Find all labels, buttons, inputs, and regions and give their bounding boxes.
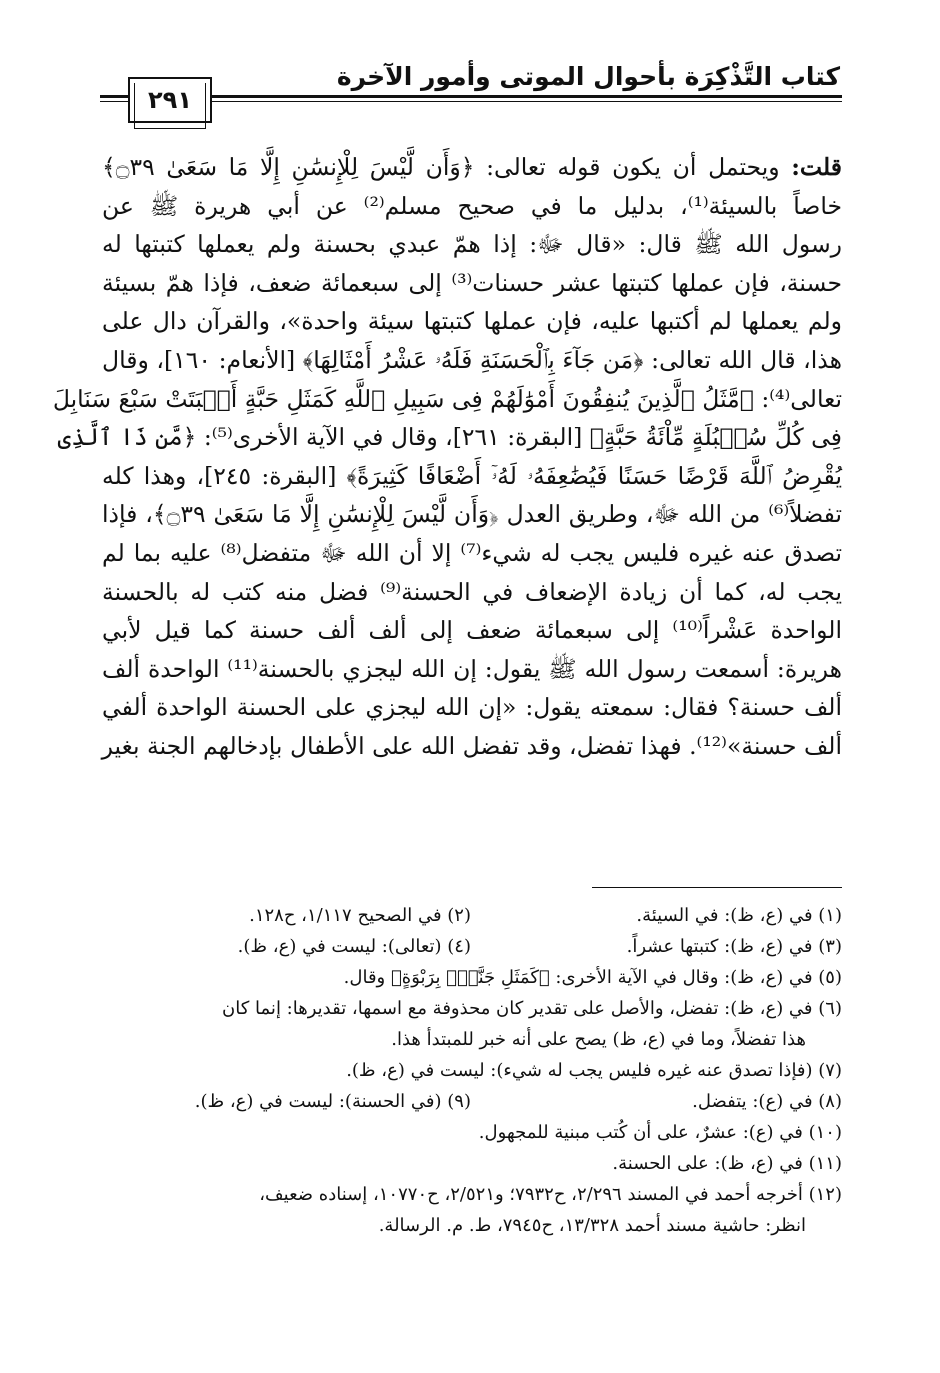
- footnotes: [100, 900, 842, 1241]
- text-line: يجب له، كما أن زيادة الإضعاف في الحسنة⁽⁹⁾ فضل منه كتب له بالحسنة: [102, 577, 842, 606]
- text-line: خاصاً بالسيئة⁽¹⁾، بدليل ما في صحيح مسلم⁽²⁾ عن أبي هريرة ﷺ عن: [102, 191, 843, 220]
- footnote-12: (١٢) أخرجه أحمد في المسند ٢/٢٩٦، ح٧٩٣٢؛ و٢/٥٢١، ح١٠٧٧٠، إسناده ضعيف،: [259, 1184, 842, 1205]
- footnote-6: (٦) في (ع، ظ): تفضل، والأصل على تقدير كان محذوفة مع اسمها، تقديرها: إنما كان: [222, 998, 842, 1019]
- text-line: قلت: ويحتمل أن يكون قوله تعالى: ﴿وَأَن لَّيْسَ لِلْإِنسَٰنِ إِلَّا مَا سَعَىٰ ۝٣٩﴾: [102, 153, 842, 181]
- lead-word: قلت:: [791, 153, 842, 181]
- running-header-title: كتاب التَّذْكِرَة بأحوال الموتى وأمور الآخرة: [336, 62, 840, 91]
- footnote-1: (١) في (ع، ظ): في السيئة.: [636, 905, 842, 926]
- text-line: حسنة، فإن عملها كتبتها عشر حسنات⁽³⁾ إلى سبعمائة ضعف، فإذا همّ بسيئة: [102, 268, 842, 297]
- text-line: ألف حسنة»⁽¹²⁾. فهذا تفضل، وقد تفضل الله على الأطفال بإدخالهم الجنة بغير: [101, 731, 842, 760]
- footnote-separator: [592, 887, 842, 888]
- text-line: الواحدة عَشْراً⁽¹⁰⁾ إلى سبعمائة ضعف إلى ألف ألف حسنة كما قيل لأبي: [102, 616, 842, 645]
- footnote-3: (٣) في (ع، ظ): كتبتها عشراً.: [626, 936, 842, 957]
- footnote-10: (١٠) في (ع): عشرٌ، على أن كُتب مبنية للمجهول.: [478, 1122, 842, 1143]
- text-line: ألف حسنة؟ فقال: سمعته يقول: «إن الله ليجزي على الحسنة الواحدة ألفي: [102, 693, 842, 722]
- text-line: تعالى⁽⁴⁾: ﴿مَّثَلُ ٱلَّذِينَ يُنفِقُونَ أَمْوَٰلَهُمْ فِى سَبِيلِ ٱللَّهِ كَمَثَلِ حَبَّةٍ أَنۢبَتَتْ سَبْعَ سَنَابِلَ: [52, 384, 842, 413]
- footnote-9: (٩) (في الحسنة): ليست في (ع، ظ).: [194, 1091, 471, 1112]
- footnote-4: (٤) (تعالى): ليست في (ع، ظ).: [237, 936, 471, 957]
- text-line: تفضلاً⁽⁶⁾ من الله ﷻ، وطريق العدل ﴿وَأَن لَّيْسَ لِلْإِنسَٰنِ إِلَّا مَا سَعَىٰ ۝٣٩﴾، فإذا: [102, 500, 843, 529]
- text-line: يُقْرِضُ ٱللَّهَ قَرْضًا حَسَنًا فَيُضَٰعِفَهُۥ لَهُۥٓ أَضْعَافًا كَثِيرَةً﴾ [البقرة: ٢٤٥]، وهذا كله: [102, 461, 842, 490]
- footnote-2: (٢) في الصحيح ١/١١٧، ح١٢٨.: [249, 905, 471, 926]
- text-line: تصدق عنه غيره فليس يجب له شيء⁽⁷⁾ إلا أن الله ﷻ متفضل⁽⁸⁾ عليه بما لم: [102, 538, 843, 567]
- footnote-5: (٥) في (ع، ظ): وقال في الآية الأخرى: ﴿كَمَثَلِ جَنَّةٍۭ بِرَبْوَةٍ﴾ وقال.: [343, 967, 842, 988]
- footnote-row: [100, 1086, 842, 1117]
- footnote-row: [100, 1179, 842, 1210]
- footnote-11: (١١) في (ع، ظ): على الحسنة.: [612, 1153, 842, 1174]
- text-line: ولم يعملها لم أكتبها عليه، فإن عملها كتبتها سيئة واحدة»، والقرآن دال على: [102, 307, 842, 336]
- footnote-row: [100, 1148, 842, 1179]
- text-line: هريرة: أسمعت رسول الله ﷺ يقول: إن الله ليجزي بالحسنة⁽¹¹⁾ الواحدة ألف: [102, 654, 842, 683]
- footnote-6-continuation: هذا تفضلاً، وما في (ع، ظ) يصح على أنه خبر للمبتدأ هذا.: [391, 1029, 806, 1050]
- footnote-8: (٨) في (ع): يتفضل.: [692, 1091, 842, 1112]
- text-line: رسول الله ﷺ قال: «قال ﷻ: إذا همّ عبدي بحسنة ولم يعملها كتبتها له: [102, 230, 842, 259]
- footnote-row: [100, 900, 842, 931]
- footnote-12-continuation: انظر: حاشية مسند أحمد ١٣/٣٢٨، ح٧٩٤٥، ط. م. الرسالة.: [378, 1215, 806, 1236]
- main-text: [52, 148, 843, 766]
- footnote-row: [100, 931, 842, 962]
- footnote-row: [100, 1117, 842, 1148]
- footnote-7: (٧) (فإذا تصدق عنه غيره فليس يجب له شيء): ليست في (ع، ظ).: [346, 1060, 842, 1081]
- footnote-row: [100, 962, 842, 993]
- footnote-row: [100, 993, 842, 1024]
- text-line: هذا، قال الله تعالى: ﴿مَن جَآءَ بِٱلْحَسَنَةِ فَلَهُۥ عَشْرُ أَمْثَالِهَا﴾ [الأنعام: ١٦٠]، وقال: [102, 345, 842, 374]
- footnote-row: [100, 1055, 842, 1086]
- page-number: ٢٩١: [128, 77, 212, 123]
- text-line: فِى كُلِّ سُنۢبُلَةٍ مِّاْئَةُ حَبَّةٍ﴾ [البقرة: ٢٦١]، وقال في الآية الأخرى⁽⁵⁾: ﴿مَّن ذَا ٱلَّذِى: [57, 423, 842, 452]
